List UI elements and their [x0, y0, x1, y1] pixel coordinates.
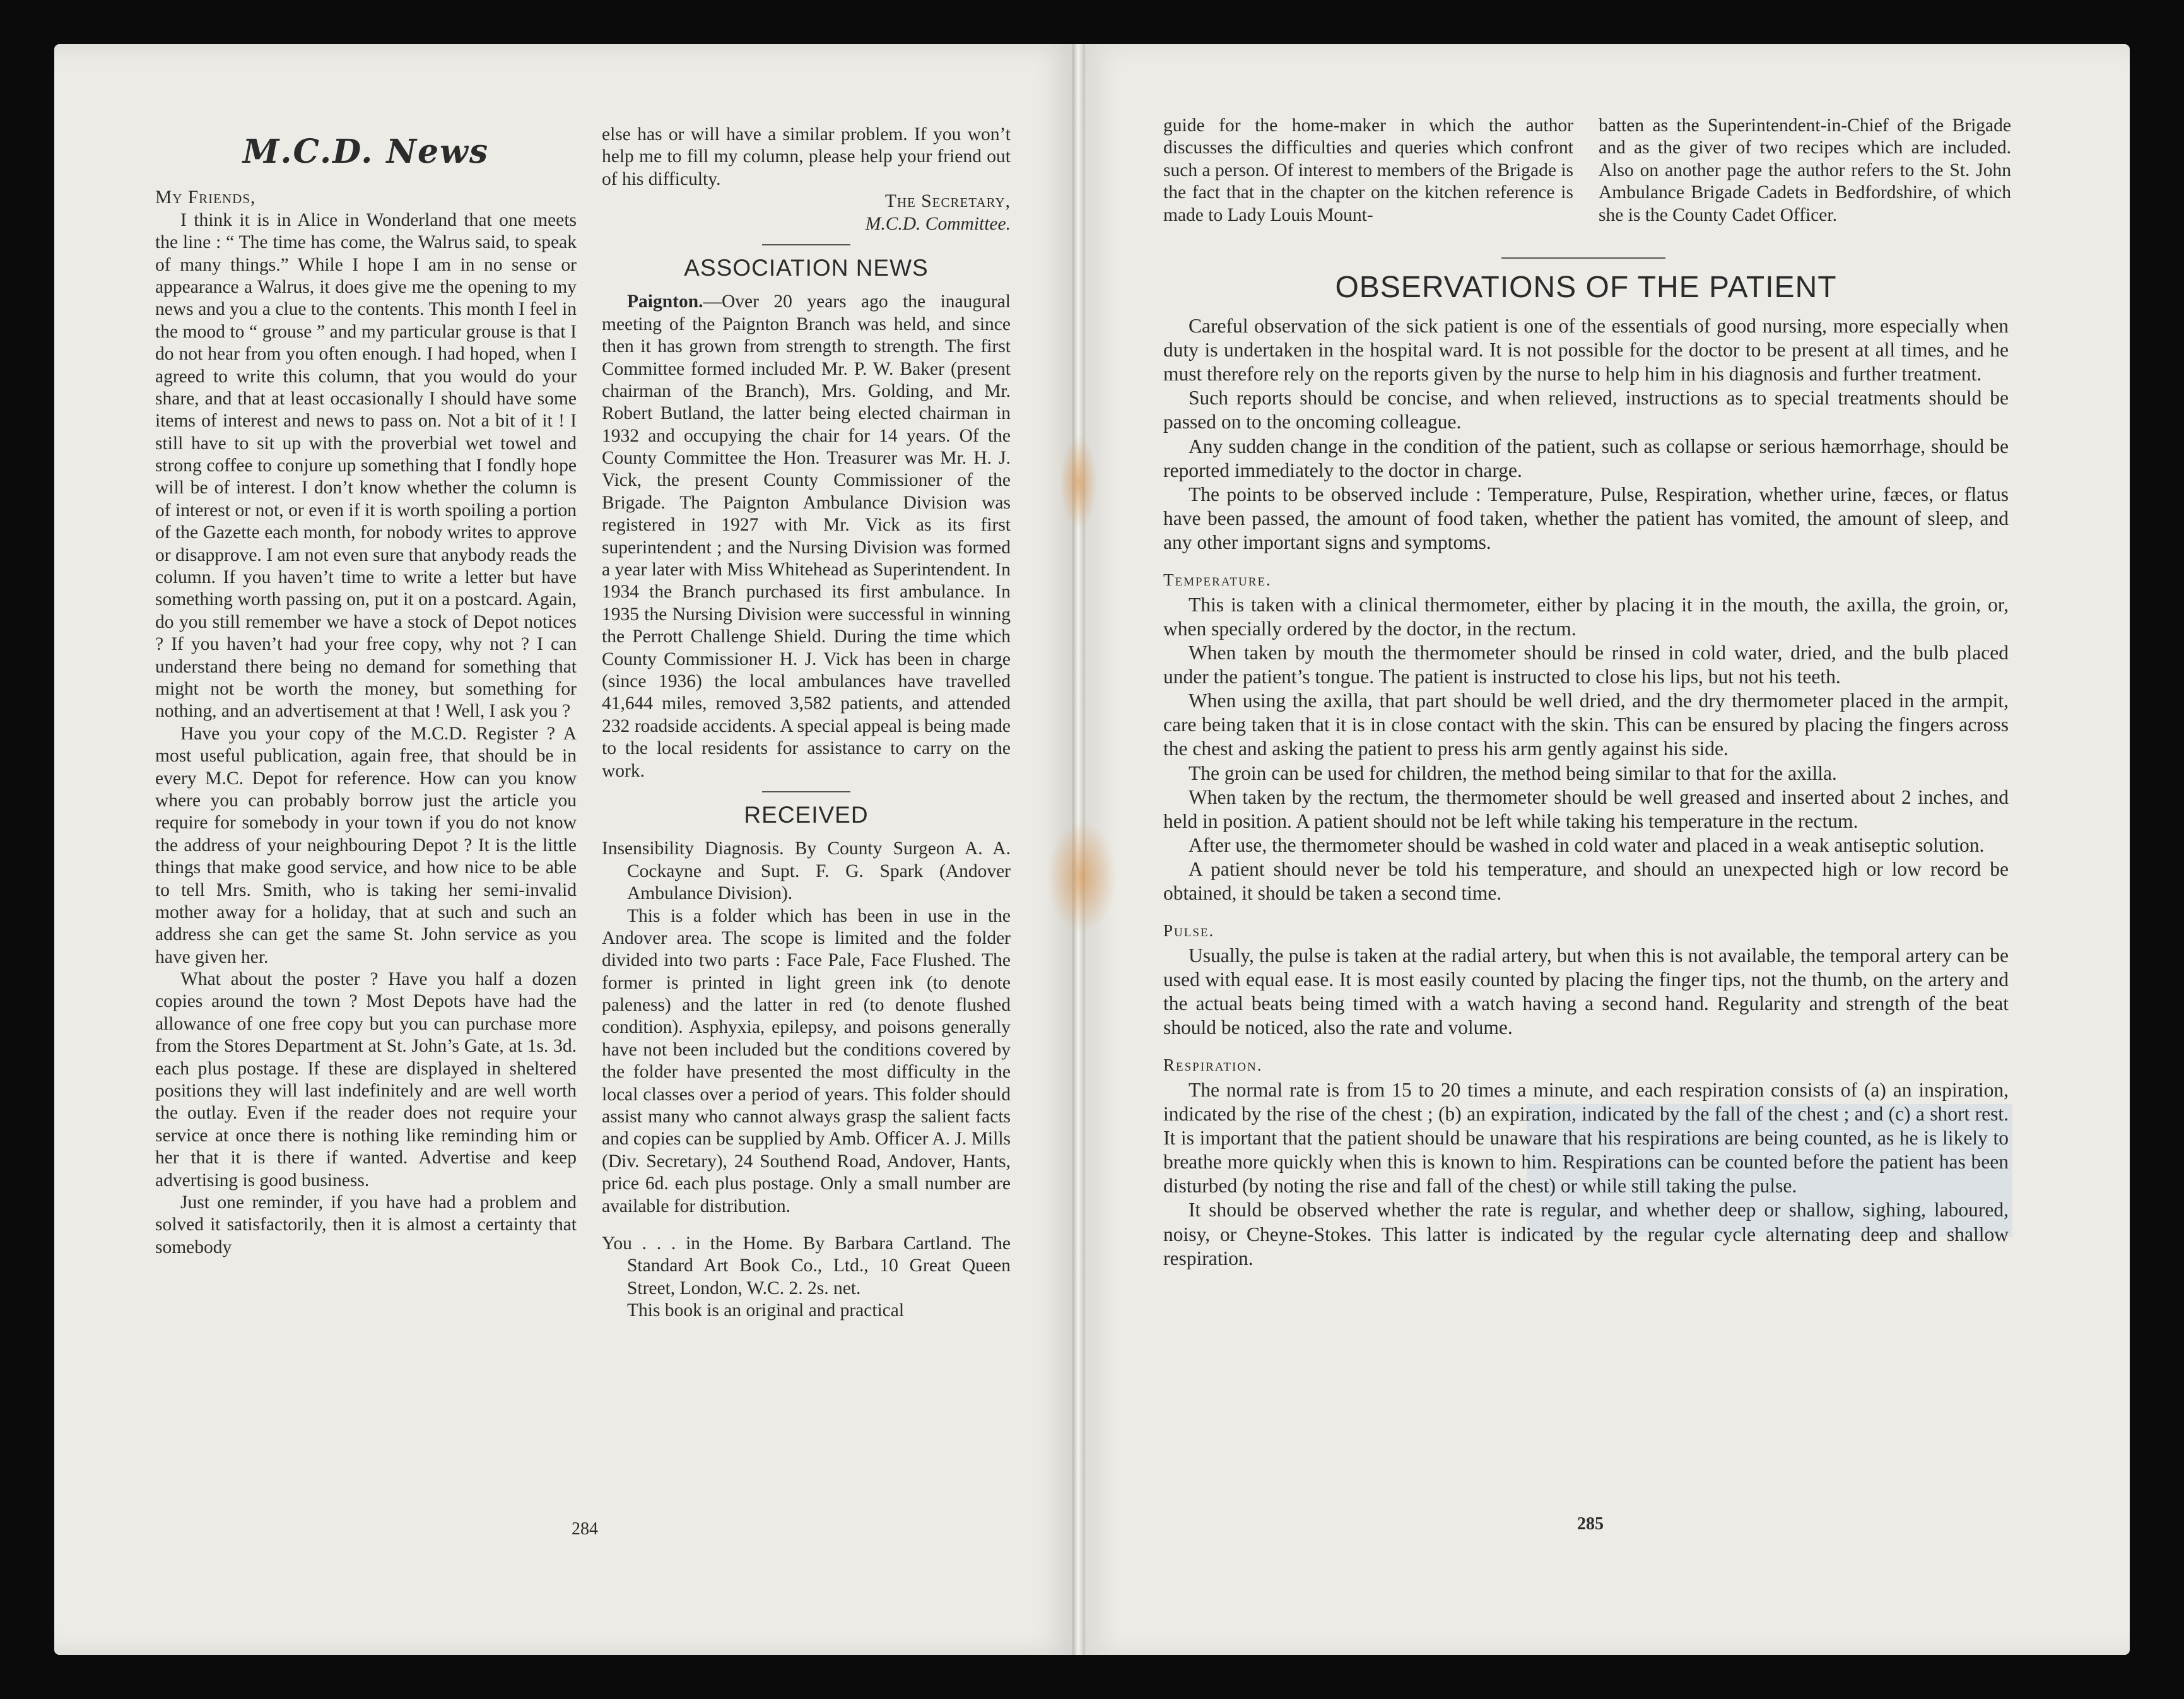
paragraph: This book is an original and practical — [627, 1300, 905, 1321]
received-entry: Insensibility Diagnosis. By County Surgeon A. A. Cockayne and Supt. F. G. Spark (Andover Ambulance Division). — [602, 838, 1011, 904]
page-number: 285 — [1577, 1514, 1604, 1534]
stain-lower — [1047, 820, 1117, 934]
paragraph: Just one reminder, if you have had a problem and solved it satisfactorily, then it is almost a certainty that somebody — [155, 1192, 577, 1257]
paragraph: When taken by the rectum, the thermometer should be well greased and inserted about 2 inches, and held in position. A patient should not be left while taking his temperature in the rectum. — [1163, 785, 2009, 832]
paragraph: I think it is in Alice in Wonderland that one meets the line : “ The time has come, the Walrus said, to speak of many things.” While I hope I am in no sense or appearance a Walrus, it does give me the opening to my news and you a clue to the contents. This month I feel in the mood to “ grouse ” and my particular grouse is that I do not hear from you often enough. I had hoped, when I agreed to write this column, that you would do your share, and that at least occasionally I should have some items of interest and news to pass on. Not a bit of it ! I still have to sit up with the proverbial wet towel and strong coffee to conjure up something that I fondly hope will be of interest. I don’t know whether the column is of interest or not, or even if it is worth spoiling a portion of the Gazette each month, for nobody writes to approve or disapprove. I am not even sure that anybody reads the column. If you haven’t time to write a letter but have something worth passing on, put it on a postcard. Again, do you still remember we have a stock of Depot notices ? If you haven’t had your free copy, why not ? I can understand there being no demand for something that might not be worth the money, but something for nothing, and an advertisement at that ! Well, I ask you ? — [155, 209, 577, 722]
paragraph: It should be observed whether the rate is regular, and whether deep or shallow, sighing, laboured, noisy, or Cheyne-Stokes. This latter is indicated by the regular cycle alternating deep and shallow respiration. — [1163, 1199, 2009, 1269]
received-entry: You . . . in the Home. By Barbara Cartland. The Standard Art Book Co., Ltd., 10 Great Queen Street, London, W.C. 2. 2s. net. — [602, 1233, 1011, 1298]
pulse-heading: Pulse. — [1163, 921, 1215, 941]
page-number: 284 — [572, 1519, 598, 1539]
temperature-heading: Temperature. — [1163, 570, 1272, 590]
divider — [762, 791, 850, 792]
place-name: Paignton. — [627, 291, 703, 312]
mcd-news-heading: M.C.D. News — [242, 132, 490, 171]
paragraph: Usually, the pulse is taken at the radial artery, but when this is not available, the temporal artery can be used with equal ease. It is most easily counted by placing the finger tips, not the thumb, on the artery and the actual beats being timed with a watch having a second hand. Regularity and strength of the beat should be noticed, also the rate and volume. — [1163, 944, 2009, 1039]
signature-line — [602, 213, 1011, 235]
paragraph: Any sudden change in the condition of the patient, such as collapse or serious hæmorrhage, should be reported immediately to the doctor in charge. — [1163, 435, 2009, 481]
paragraph: The normal rate is from 15 to 20 times a minute, and each respiration consists of (a) an inspiration, indicated by the rise of the chest ; (b) an expiration, indicated by the fall of the chest ; and (c) a short rest. It is important that the patient should be unaware that his respirations are being counted, as he is likely to breathe more quickly when this is known to him. Respirations can be counted before the patient has been disturbed (by noting the rise and fall of the chest) or while still taking the pulse. — [1163, 1078, 2009, 1197]
paragraph: When taken by mouth the thermometer should be rinsed in cold water, dried, and the bulb placed under the patient’s tongue. The patient is instructed to close his lips, but not his teeth. — [1163, 641, 2009, 688]
divider — [1501, 257, 1665, 259]
paragraph: Careful observation of the sick patient is one of the essentials of good nursing, more especially when duty is undertaken in the hospital ward. It is not possible for the doctor to be present at all times, and he must therefore rely on the reports given by the nurse to help him in his diagnosis and further treatment. — [1163, 315, 2009, 385]
left-column-1 — [155, 132, 577, 1259]
paragraph: batten as the Superintendent-in-Chief of the Brigade and as the giver of two recipes which are included. Also on another page the author refers to the St. John Ambulance Brigade Cadets in Bedfordshire, of which she is the County Cadet Officer. — [1599, 115, 2011, 225]
paragraph: The points to be observed include : Temperature, Pulse, Respiration, whether urine, fæces, or flatus have been passed, the amount of food taken, whether the patient has vomited, the amount of sleep, and any other important signs and symptoms. — [1163, 483, 2009, 553]
paragraph: This is taken with a clinical thermometer, either by placing it in the mouth, the axilla, the groin, or, when specially ordered by the doctor, in the rectum. — [1163, 593, 2009, 640]
paragraph: After use, the thermometer should be washed in cold water and placed in a weak antiseptic solution. — [1189, 833, 1985, 856]
association-text: —Over 20 years ago the inaugural meeting of the Paignton Branch was held, and since then it has grown from strength to strength. The first Committee formed included Mr. P. W. Baker (present chairman of the Branch), Mrs. Golding, and Mr. Robert Butland, the latter being elected chairman in 1932 and occupying the chair for 14 years. Of the County Committee the Hon. Treasurer was Mr. H. J. Vick, the present County Commissioner of the Brigade. The Paignton Ambulance Division was registered in 1927 with Mr. Vick as its first superintendent ; and the Nursing Division was formed a year later with Miss Whitehead as Superintendent. In 1934 the Branch purchased its first ambulance. In 1935 the Nursing Division were successful in winning the Perrott Challenge Shield. During the time which County Commissioner H. J. Vick has been in charge (since 1936) the local ambulances have travelled 41,644 miles, removed 3,582 patients, and attended 232 roadside accidents. A special appeal is being made to the local residents for assistance to carry on the work. — [602, 291, 1011, 781]
paragraph: else has or will have a similar problem. If you won’t help me to fill my column, please help your friend out of his difficulty. — [602, 124, 1011, 189]
received-title: RECEIVED — [744, 801, 869, 828]
association-paragraph — [602, 291, 1011, 782]
left-column-2 — [602, 124, 1011, 1322]
paragraph: A patient should never be told his temperature, and should an unexpected high or low record be obtained, it should be taken a second time. — [1163, 857, 2009, 905]
paragraph: This is a folder which has been in use in the Andover area. The scope is limited and the folder divided into two parts : Face Pale, Face Flushed. The former is printed in light green ink (to denote paleness) and the latter in red (to denote flushed condition). Asphyxia, epilepsy, and poisons generally have not been included but the conditions covered by the folder have presented the most difficulty in the local classes over a period of years. This folder should assist many who cannot always grasp the salient facts and copies can be supplied by Amb. Officer A. J. Mills (Div. Secretary), 24 Southend Road, Andover, Hants, price 6d. each plus postage. Only a small number are available for distribution. — [602, 905, 1011, 1216]
paragraph: Such reports should be concise, and when relieved, instructions as to special treatments should be passed on to the oncoming colleague. — [1163, 387, 2009, 433]
signature-line: The Secretary, — [884, 191, 1011, 212]
right-top-column-2 — [1599, 115, 2011, 226]
divider — [762, 244, 850, 245]
association-news-title: ASSOCIATION NEWS — [684, 254, 929, 281]
paragraph: guide for the home-maker in which the author discusses the difficulties and queries which confront such a person. Of interest to members of the Brigade is the fact that in the chapter on the kitchen reference is made to Lady Louis Mount- — [1163, 115, 1573, 225]
respiration-heading: Respiration. — [1163, 1055, 1263, 1075]
paragraph: What about the poster ? Have you half a dozen copies around the town ? Most Depots have had the allowance of one free copy but you can purchase more from the Stores Department at St. John’s Gate, at 1s. 3d. each plus postage. If these are displayed in sheltered positions they will last indefinitely and are well worth the outlay. Even if the reader does not require your service at once there is nothing like reminding him or her that it is there if wanted. Advertise and keep advertising is good business. — [155, 969, 577, 1190]
paragraph: The groin can be used for children, the method being similar to that for the axilla. — [1189, 761, 1837, 784]
signature-committee: M.C.D. Committee. — [865, 213, 1011, 234]
observations-title: OBSERVATIONS OF THE PATIENT — [1335, 271, 1837, 304]
right-top-column-1 — [1163, 115, 1573, 226]
stain-upper — [1060, 435, 1098, 530]
observations-body — [1163, 314, 2009, 1271]
paragraph: Have you your copy of the M.C.D. Register ? A most useful publication, again free, that should be in every M.C. Depot for reference. How can you know where you can probably borrow just the article you require for somebody in your town if you do not know the address of your neighbouring Depot ? It is the little things that make good service, and how nice to be able to tell Mrs. Smith, who is taking her semi-invalid mother away for a holiday, that at such and such an address she can get the same St. John service as you have given her. — [155, 723, 577, 967]
salutation: My Friends, — [155, 187, 256, 208]
paragraph: When using the axilla, that part should be well dried, and the dry thermometer placed in the armpit, care being taken that it is in close contact with the skin. This can be ensured by placing the fingers across the chest and asking the patient to press his arm gently against his side. — [1163, 690, 2009, 760]
